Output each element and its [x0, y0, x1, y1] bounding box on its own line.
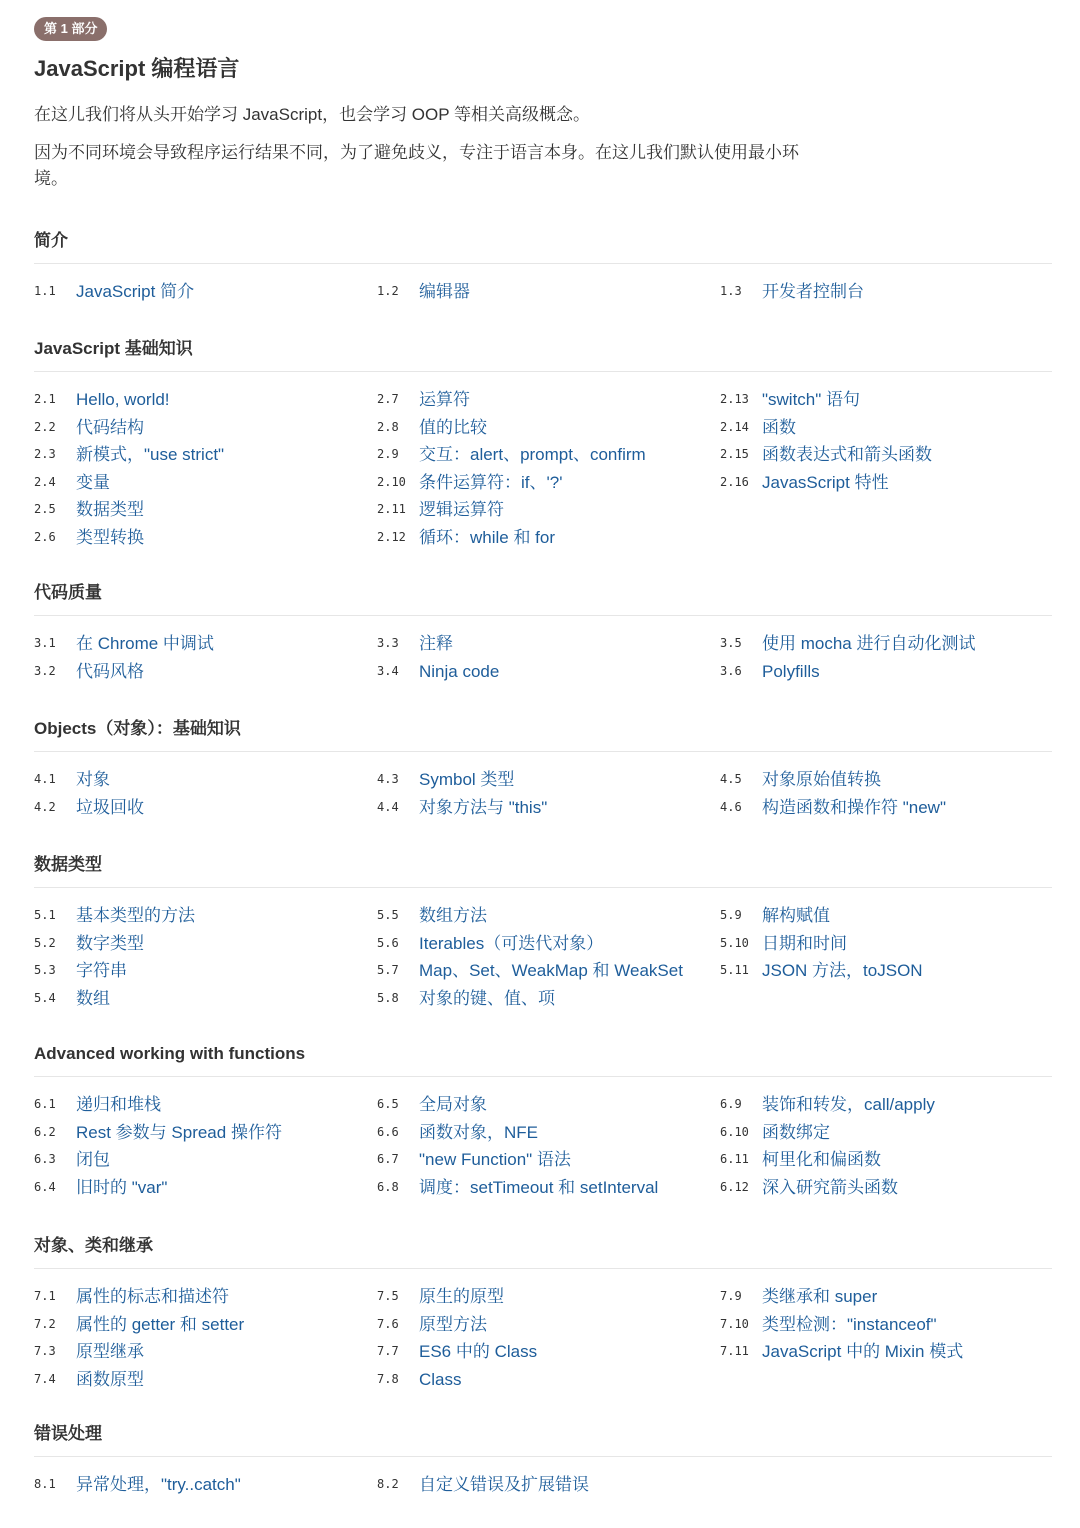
chapter-number: 2.9: [377, 447, 399, 462]
chapter-item[interactable]: [377, 1091, 717, 1119]
section-title: Advanced working with functions: [34, 1044, 306, 1063]
chapter-link[interactable]: Symbol 类型: [419, 770, 515, 789]
chapter-item[interactable]: [377, 441, 717, 469]
chapter-number: 7.5: [377, 1289, 399, 1303]
section-intro: [34, 227, 1052, 306]
chapter-item[interactable]: [377, 1174, 717, 1202]
chapter-link[interactable]: 代码结构: [76, 417, 144, 437]
section-divider: [34, 1456, 1052, 1457]
chapter-item[interactable]: [377, 957, 717, 985]
chapter-item[interactable]: [34, 1338, 374, 1366]
chapter-number: 3.5: [720, 636, 742, 650]
chapter-link[interactable]: 属性的 getter 和 setter: [76, 1314, 245, 1334]
chapter-link[interactable]: 注释: [419, 634, 453, 653]
chapter-link[interactable]: 编辑器: [419, 282, 470, 301]
chapter-number: 7.6: [377, 1316, 399, 1331]
chapter-column: [377, 1471, 717, 1499]
chapter-number: 2.8: [377, 419, 399, 434]
chapter-number: 5.3: [34, 963, 56, 978]
chapter-link[interactable]: Hello, world!: [76, 390, 170, 409]
chapter-item[interactable]: [34, 1366, 374, 1394]
intro-paragraph-1: 在这儿我们将从头开始学习 JavaScript，也会学习 OOP 等相关高级概念。: [34, 105, 591, 124]
chapter-number: 8.2: [377, 1477, 399, 1491]
chapter-item[interactable]: [720, 902, 1060, 930]
chapter-link[interactable]: 函数原型: [76, 1369, 144, 1389]
chapter-item[interactable]: [720, 957, 1060, 985]
chapter-item[interactable]: [377, 1283, 717, 1311]
chapter-number: 2.15: [720, 447, 749, 462]
chapter-item[interactable]: [720, 658, 1060, 686]
chapter-column: [377, 630, 717, 685]
chapter-number: 4.3: [377, 772, 399, 786]
chapter-link[interactable]: 自定义错误及扩展错误: [419, 1475, 589, 1494]
chapter-item[interactable]: [377, 524, 717, 552]
chapter-item[interactable]: [377, 794, 717, 822]
chapter-link[interactable]: 原型继承: [76, 1342, 144, 1362]
chapter-link[interactable]: 在 Chrome 中调试: [76, 634, 214, 653]
chapter-number: 6.3: [34, 1152, 56, 1167]
chapter-item[interactable]: [377, 985, 717, 1013]
chapter-item[interactable]: [720, 386, 1060, 414]
chapter-link[interactable]: 闭包: [76, 1150, 110, 1170]
chapter-link[interactable]: 解构赋值: [762, 906, 830, 925]
chapter-link[interactable]: 全局对象: [419, 1095, 487, 1114]
chapter-item[interactable]: [720, 441, 1060, 469]
chapter-link[interactable]: 函数表达式和箭头函数: [762, 445, 932, 465]
chapter-item[interactable]: [377, 496, 717, 524]
chapter-link[interactable]: 旧时的 "var": [76, 1177, 168, 1197]
chapter-column: [720, 630, 1060, 685]
chapter-grid: [34, 630, 1052, 685]
chapter-number: 6.5: [377, 1097, 399, 1111]
chapter-item[interactable]: [720, 1146, 1060, 1174]
chapter-grid: [34, 902, 1052, 1012]
chapter-link[interactable]: Rest 参数与 Spread 操作符: [76, 1122, 282, 1142]
chapter-link[interactable]: 调度：setTimeout 和 setInterval: [419, 1177, 659, 1197]
chapter-item[interactable]: [34, 658, 374, 686]
chapter-number: 2.12: [377, 529, 406, 544]
chapter-link[interactable]: 深入研究箭头函数: [762, 1177, 898, 1197]
chapter-number: 7.1: [34, 1289, 56, 1303]
chapter-item[interactable]: [720, 1091, 1060, 1119]
chapter-item[interactable]: [720, 794, 1060, 822]
chapter-item[interactable]: [34, 1311, 374, 1339]
chapter-link[interactable]: 逻辑运算符: [419, 500, 504, 520]
chapter-number: 5.9: [720, 908, 742, 922]
chapter-column: [377, 278, 717, 306]
chapter-item[interactable]: [377, 1146, 717, 1174]
chapter-column: [377, 1091, 717, 1201]
chapter-column: [34, 278, 374, 306]
chapter-column: [377, 902, 717, 1012]
intro-paragraph-2: 因为不同环境会导致程序运行结果不同，为了避免歧义，专注于语言本身。在这儿我们默认使用最小环境。: [34, 143, 799, 188]
chapter-link[interactable]: 开发者控制台: [762, 282, 864, 301]
section-divider: [34, 887, 1052, 888]
chapter-number: 3.1: [34, 636, 56, 650]
chapter-link[interactable]: 交互：alert、prompt、confirm: [419, 445, 646, 465]
chapter-item[interactable]: [34, 414, 374, 442]
chapter-number: 3.2: [34, 663, 56, 678]
chapter-grid: [34, 278, 1052, 306]
chapter-item[interactable]: [377, 1311, 717, 1339]
chapter-link[interactable]: 对象方法与 "this": [419, 797, 548, 817]
chapter-number: 2.11: [377, 502, 406, 517]
chapter-link[interactable]: Map、Set、WeakMap 和 WeakSet: [419, 961, 683, 981]
chapter-link[interactable]: Class: [419, 1369, 462, 1389]
section-divider: [34, 615, 1052, 616]
chapter-number: 4.4: [377, 799, 399, 814]
chapter-link[interactable]: 循环：while 和 for: [419, 527, 556, 547]
chapter-number: 6.4: [34, 1179, 56, 1194]
chapter-number: 4.1: [34, 772, 56, 786]
chapter-column: [34, 1471, 374, 1499]
chapter-number: 5.11: [720, 963, 749, 978]
chapter-number: 1.3: [720, 284, 742, 298]
chapter-number: 2.2: [34, 419, 56, 434]
section-title: 代码质量: [34, 583, 102, 602]
chapter-link[interactable]: 基本类型的方法: [76, 906, 195, 925]
chapter-item[interactable]: [720, 766, 1060, 794]
chapter-number: 5.1: [34, 908, 56, 922]
chapter-number: 2.5: [34, 502, 56, 517]
chapter-number: 7.3: [34, 1344, 56, 1359]
chapter-link[interactable]: 变量: [76, 472, 110, 492]
section-objects-basics: [34, 715, 1052, 821]
chapter-column: [34, 766, 374, 821]
chapter-number: 6.11: [720, 1152, 749, 1167]
section-title: 对象、类和继承: [34, 1236, 153, 1255]
chapter-link[interactable]: 属性的标志和描述符: [76, 1287, 229, 1306]
chapter-grid: [34, 1283, 1052, 1393]
chapter-number: 4.6: [720, 799, 742, 814]
chapter-item[interactable]: [377, 469, 717, 497]
chapter-link[interactable]: JSON 方法，toJSON: [762, 961, 923, 981]
chapter-column: [720, 766, 1060, 821]
chapter-number: 5.2: [34, 935, 56, 950]
section-divider: [34, 263, 1052, 264]
chapter-column: [720, 278, 1060, 306]
chapter-link[interactable]: 数字类型: [76, 933, 144, 953]
chapter-number: 5.6: [377, 935, 399, 950]
chapter-item[interactable]: [34, 985, 374, 1013]
chapter-column: [34, 1091, 374, 1201]
chapter-link[interactable]: 函数: [762, 417, 796, 437]
section-title: 错误处理: [34, 1424, 102, 1443]
chapter-number: 2.6: [34, 529, 56, 544]
chapter-item[interactable]: [34, 957, 374, 985]
chapter-number: 6.10: [720, 1124, 749, 1139]
chapter-item[interactable]: [34, 441, 374, 469]
chapter-grid: [34, 386, 1052, 552]
chapter-item[interactable]: [34, 496, 374, 524]
chapter-number: 6.12: [720, 1179, 749, 1194]
section-classes: [34, 1232, 1052, 1393]
chapter-number: 5.7: [377, 963, 399, 978]
chapter-number: 7.9: [720, 1289, 742, 1303]
chapter-number: 6.9: [720, 1097, 742, 1111]
chapter-number: 6.7: [377, 1152, 399, 1167]
chapter-column: [377, 1283, 717, 1393]
section-functions: [34, 1040, 1052, 1201]
chapter-link[interactable]: 原型方法: [419, 1314, 487, 1334]
chapter-grid: [34, 1091, 1052, 1201]
chapter-link[interactable]: 递归和堆栈: [76, 1095, 161, 1114]
chapter-link[interactable]: 使用 mocha 进行自动化测试: [762, 634, 976, 653]
chapter-item[interactable]: [34, 794, 374, 822]
chapter-number: 2.16: [720, 474, 749, 489]
chapter-number: 3.3: [377, 636, 399, 650]
chapter-number: 4.5: [720, 772, 742, 786]
chapter-link[interactable]: Iterables（可迭代对象）: [419, 933, 604, 953]
chapter-number: 6.6: [377, 1124, 399, 1139]
chapter-item[interactable]: [720, 469, 1060, 497]
chapter-link[interactable]: 垃圾回收: [76, 797, 144, 817]
chapter-item[interactable]: [34, 1283, 374, 1311]
chapter-item[interactable]: [34, 1146, 374, 1174]
chapter-link[interactable]: 代码风格: [76, 661, 144, 681]
chapter-item[interactable]: [377, 1338, 717, 1366]
chapter-item[interactable]: [34, 766, 374, 794]
section-divider: [34, 371, 1052, 372]
chapter-number: 1.1: [34, 284, 56, 298]
chapter-item[interactable]: [720, 1338, 1060, 1366]
chapter-item[interactable]: [34, 902, 374, 930]
chapter-link[interactable]: 异常处理，"try..catch": [76, 1475, 241, 1494]
chapter-grid: [34, 766, 1052, 821]
chapter-number: 7.10: [720, 1316, 749, 1331]
chapter-link[interactable]: ES6 中的 Class: [419, 1342, 538, 1362]
chapter-item[interactable]: [377, 630, 717, 658]
chapter-column: [377, 386, 717, 552]
section-divider: [34, 751, 1052, 752]
chapter-link[interactable]: 新模式，"use strict": [76, 445, 225, 465]
chapter-number: 3.6: [720, 663, 742, 678]
chapter-item[interactable]: [377, 658, 717, 686]
chapter-item[interactable]: [34, 386, 374, 414]
chapter-item[interactable]: [377, 386, 717, 414]
chapter-number: 6.2: [34, 1124, 56, 1139]
section-errors: [34, 1420, 1052, 1499]
chapter-link[interactable]: 装饰和转发，call/apply: [762, 1095, 935, 1114]
chapter-column: [34, 902, 374, 1012]
chapter-link[interactable]: 类型检测："instanceof": [762, 1314, 937, 1334]
chapter-link[interactable]: 对象的键、值、项: [419, 988, 555, 1008]
page-title: JavaScript 编程语言: [34, 56, 240, 81]
chapter-column: [720, 386, 1060, 496]
chapter-number: 2.4: [34, 474, 56, 489]
chapter-item[interactable]: [34, 1119, 374, 1147]
chapter-link[interactable]: 数据类型: [76, 500, 144, 520]
chapter-item[interactable]: [720, 930, 1060, 958]
chapter-item[interactable]: [377, 930, 717, 958]
chapter-item[interactable]: [377, 766, 717, 794]
chapter-number: 6.1: [34, 1097, 56, 1111]
chapter-column: [34, 386, 374, 552]
chapter-link[interactable]: 类继承和 super: [762, 1287, 878, 1306]
chapter-item[interactable]: [34, 278, 374, 306]
chapter-item[interactable]: [34, 1174, 374, 1202]
section-title: Objects（对象）：基础知识: [34, 719, 241, 738]
chapter-item[interactable]: [34, 524, 374, 552]
chapter-link[interactable]: 对象原始值转换: [762, 770, 881, 789]
chapter-link[interactable]: 字符串: [76, 961, 127, 981]
chapter-item[interactable]: [377, 1471, 717, 1499]
chapter-link[interactable]: 柯里化和偏函数: [762, 1150, 881, 1170]
chapter-link[interactable]: 数组: [76, 988, 110, 1008]
chapter-number: 1.2: [377, 284, 399, 298]
chapter-item[interactable]: [720, 278, 1060, 306]
chapter-link[interactable]: 对象: [76, 770, 110, 789]
chapter-item[interactable]: [34, 1471, 374, 1499]
chapter-column: [377, 766, 717, 821]
chapter-item[interactable]: [34, 630, 374, 658]
chapter-number: 3.4: [377, 663, 399, 678]
section-divider: [34, 1076, 1052, 1077]
chapter-column: [720, 902, 1060, 985]
chapter-link[interactable]: 原生的原型: [419, 1287, 504, 1306]
chapter-item[interactable]: [720, 414, 1060, 442]
chapter-number: 4.2: [34, 799, 56, 814]
chapter-link[interactable]: 条件运算符：if、'?': [419, 472, 563, 492]
chapter-link[interactable]: 函数绑定: [762, 1122, 830, 1142]
chapter-link[interactable]: JavasScript 特性: [762, 472, 889, 492]
chapter-number: 2.14: [720, 419, 749, 434]
chapter-link[interactable]: Ninja code: [419, 661, 500, 681]
chapter-link[interactable]: 函数对象，NFE: [419, 1122, 538, 1142]
chapter-grid: [34, 1471, 1052, 1499]
section-data-types: [34, 851, 1052, 1012]
chapter-item[interactable]: [720, 1174, 1060, 1202]
chapter-number: 5.5: [377, 908, 399, 922]
chapter-number: 7.7: [377, 1344, 399, 1359]
chapter-item[interactable]: [720, 1311, 1060, 1339]
chapter-link[interactable]: 类型转换: [76, 527, 144, 547]
chapter-link[interactable]: JavaScript 简介: [76, 282, 195, 301]
chapter-item[interactable]: [377, 1366, 717, 1394]
chapter-item[interactable]: [34, 930, 374, 958]
chapter-item[interactable]: [377, 278, 717, 306]
chapter-number: 2.3: [34, 447, 56, 462]
chapter-item[interactable]: [720, 1283, 1060, 1311]
chapter-item[interactable]: [377, 1119, 717, 1147]
chapter-link[interactable]: 运算符: [419, 390, 470, 409]
chapter-link[interactable]: 构造函数和操作符 "new": [762, 797, 946, 817]
chapter-link[interactable]: "switch" 语句: [762, 390, 861, 409]
chapter-item[interactable]: [34, 1091, 374, 1119]
section-title: 数据类型: [34, 855, 102, 874]
chapter-number: 5.8: [377, 990, 399, 1005]
chapter-number: 5.4: [34, 990, 56, 1005]
section-title: JavaScript 基础知识: [34, 339, 193, 358]
chapter-link[interactable]: 值的比较: [419, 417, 487, 437]
chapter-number: 6.8: [377, 1179, 399, 1194]
chapter-number: 7.11: [720, 1344, 749, 1359]
chapter-number: 2.10: [377, 474, 406, 489]
part-badge: 第 1 部分: [34, 17, 107, 41]
section-code-quality: [34, 579, 1052, 685]
chapter-link[interactable]: JavaScript 中的 Mixin 模式: [762, 1342, 964, 1362]
chapter-number: 8.1: [34, 1477, 56, 1491]
chapter-number: 7.4: [34, 1371, 56, 1386]
chapter-item[interactable]: [377, 902, 717, 930]
chapter-number: 2.7: [377, 392, 399, 406]
chapter-item[interactable]: [720, 1119, 1060, 1147]
chapter-number: 2.1: [34, 392, 56, 406]
chapter-number: 5.10: [720, 935, 749, 950]
section-title: 简介: [34, 231, 68, 250]
section-divider: [34, 1268, 1052, 1269]
chapter-link[interactable]: 数组方法: [419, 906, 487, 925]
section-basics: [34, 335, 1052, 552]
chapter-number: 7.8: [377, 1371, 399, 1386]
chapter-column: [720, 1283, 1060, 1366]
chapter-number: 7.2: [34, 1316, 56, 1331]
chapter-item[interactable]: [720, 630, 1060, 658]
chapter-link[interactable]: Polyfills: [762, 661, 820, 681]
chapter-link[interactable]: 日期和时间: [762, 933, 847, 953]
chapter-link[interactable]: "new Function" 语法: [419, 1150, 571, 1170]
chapter-column: [720, 1091, 1060, 1201]
chapter-number: 2.13: [720, 392, 749, 406]
chapter-column: [34, 630, 374, 685]
chapter-item[interactable]: [377, 414, 717, 442]
chapter-column: [34, 1283, 374, 1393]
chapter-item[interactable]: [34, 469, 374, 497]
